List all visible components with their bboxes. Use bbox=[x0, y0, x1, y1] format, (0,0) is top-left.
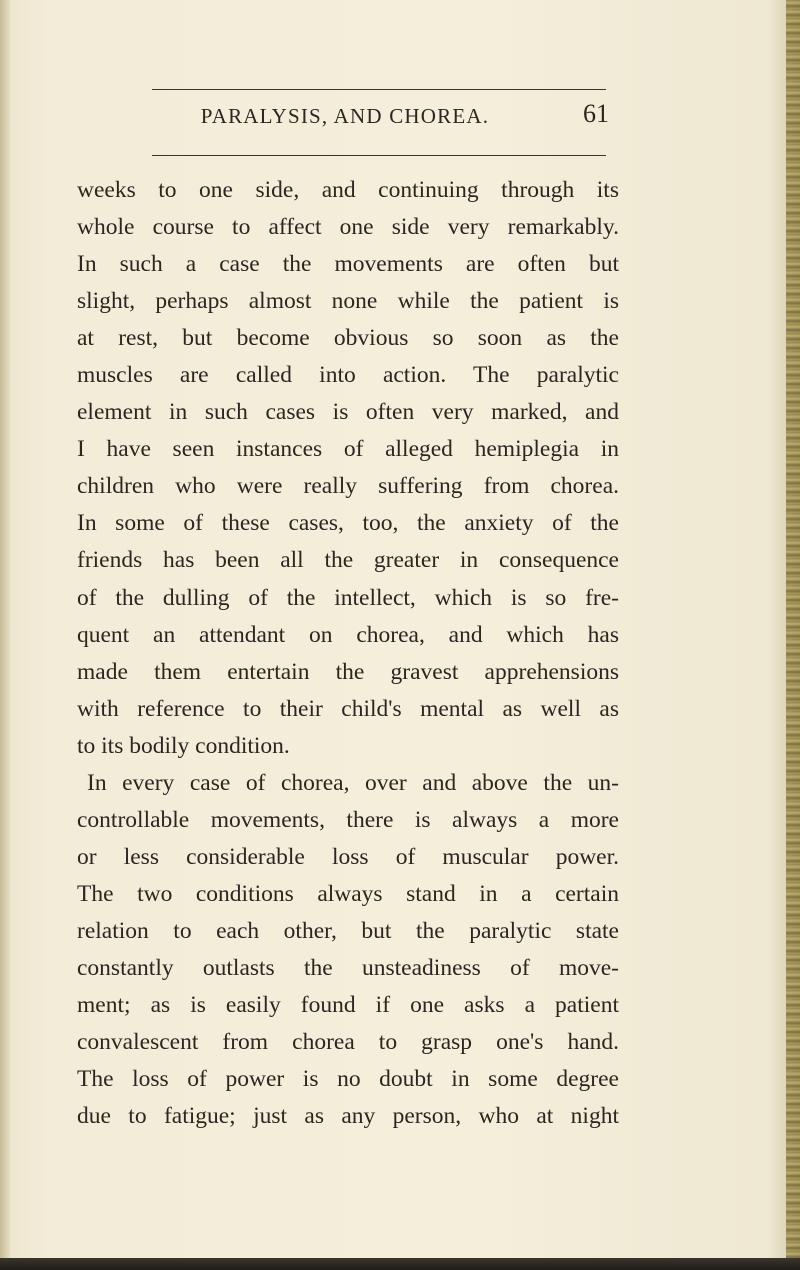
text-line: with reference to their child's mental as well as bbox=[77, 695, 619, 722]
text-line: or less considerable loss of muscular power. bbox=[77, 843, 619, 870]
running-head-title: PARALYSIS, AND CHOREA. bbox=[200, 104, 490, 128]
text-line: friends has been all the greater in consequence bbox=[77, 547, 619, 574]
text-line: slight, perhaps almost none while the patient is bbox=[77, 288, 619, 315]
text-line: whole course to affect one side very remarkably. bbox=[77, 214, 619, 241]
page-bottom-edge bbox=[0, 1258, 800, 1270]
text-line: relation to each other, but the paralytic state bbox=[77, 917, 619, 944]
text-line: The loss of power is no doubt in some degree bbox=[77, 1066, 619, 1093]
header-rule-bottom bbox=[152, 155, 606, 156]
page-gutter-shadow bbox=[0, 0, 10, 1270]
text-line: muscles are called into action. The paralytic bbox=[77, 362, 619, 389]
body-text bbox=[77, 172, 619, 1135]
text-line-paragraph-end: to its bodily condition. bbox=[77, 732, 290, 759]
page-right-edge bbox=[786, 0, 800, 1270]
text-line: weeks to one side, and continuing through its bbox=[77, 177, 619, 203]
page-number: 61 bbox=[583, 99, 609, 128]
text-line: In such a case the movements are often but bbox=[77, 251, 619, 278]
text-line: made them entertain the gravest apprehensions bbox=[77, 658, 619, 685]
text-line: ment; as is easily found if one asks a patient bbox=[77, 992, 619, 1019]
header-rule-top bbox=[152, 89, 606, 90]
text-line: The two conditions always stand in a certain bbox=[77, 880, 619, 907]
text-line: In some of these cases, too, the anxiety of the bbox=[77, 510, 619, 537]
text-line: constantly outlasts the unsteadiness of move- bbox=[77, 954, 619, 981]
text-line: element in such cases is often very marked, and bbox=[77, 399, 619, 426]
text-line-paragraph-start: In every case of chorea, over and above the un- bbox=[87, 769, 619, 796]
text-line: at rest, but become obvious so soon as the bbox=[77, 325, 619, 352]
text-line: due to fatigue; just as any person, who at night bbox=[77, 1103, 619, 1130]
text-line: of the dulling of the intellect, which is so fre- bbox=[77, 584, 619, 611]
text-line: quent an attendant on chorea, and which has bbox=[77, 621, 619, 648]
text-line: convalescent from chorea to grasp one's hand. bbox=[77, 1029, 619, 1056]
text-line: I have seen instances of alleged hemiplegia in bbox=[77, 436, 619, 463]
text-line: children who were really suffering from chorea. bbox=[77, 473, 619, 500]
text-line: controllable movements, there is always a more bbox=[77, 806, 619, 833]
